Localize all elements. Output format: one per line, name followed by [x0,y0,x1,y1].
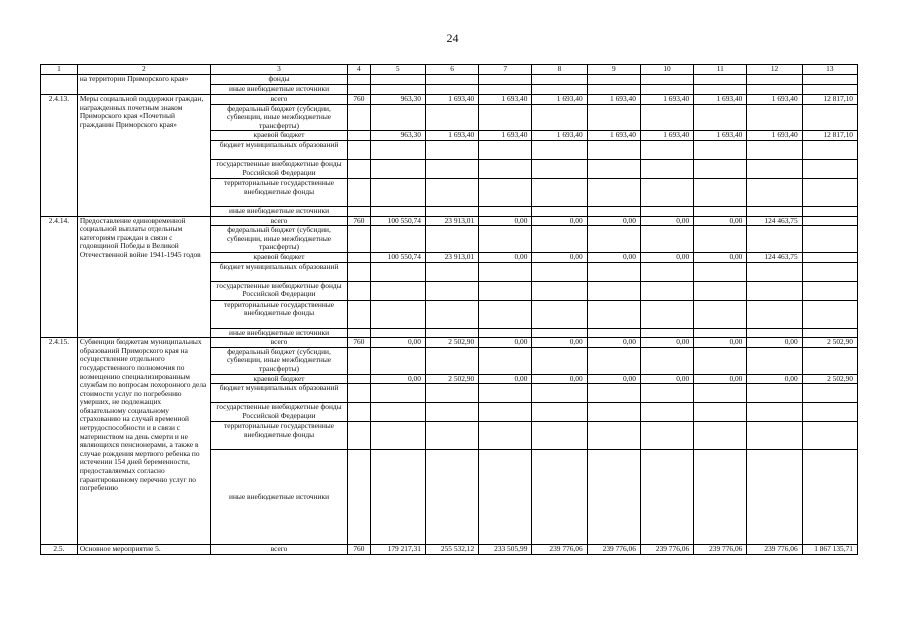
column-header: 3 [210,65,347,75]
value-cell [640,206,693,216]
value-cell [479,328,532,338]
value-cell [694,85,747,95]
value-cell: 239 776,06 [694,545,747,555]
value-cell: 0,00 [532,252,587,262]
value-cell [425,281,478,300]
table-row [41,545,858,555]
measure-name: Предоставление единовременной социальной выплаты отдельным категориям граждан в связи с годовщиной Победы в Великой Отечественной войне 1941-1945 годов [77,216,210,338]
funding-source: государственные внебюджетные фонды Российской Федерации [210,281,347,300]
value-cell [532,450,587,545]
value-cell [479,140,532,159]
value-cell [370,328,425,338]
value-cell [370,178,425,206]
value-cell [640,159,693,178]
value-cell [640,450,693,545]
value-cell [747,226,802,253]
funding-source: бюджет муниципальных образований [210,262,347,281]
value-cell [479,422,532,450]
grbs-cell [348,206,371,216]
grbs-cell [348,450,371,545]
column-header: 12 [747,65,802,75]
value-cell [802,226,857,253]
grbs-cell [348,403,371,422]
measure-name: Субвенции бюджетам муниципальных образований Приморского края на осуществление отдельного государственного полномочия по возмещению специализированным службам по вопросам похоронного дела стоимости услуг по погребению умерших, не подлежащих обязательному социальному страхованию на случай временной нетрудоспособности и в связи с материнством на день смерти и не являющихся пенсионерами, а также в случае рождения мертвого ребенка по истечении 154 дней беременности, предоставляемых согласно гарантированному перечню услуг по погребению [77,338,210,545]
grbs-cell [348,300,371,328]
value-cell [370,300,425,328]
grbs-cell [348,104,371,131]
value-cell [587,85,640,95]
value-cell [747,262,802,281]
value-cell: 12 817,10 [802,95,857,105]
grbs-cell [348,262,371,281]
column-header: 1 [41,65,78,75]
value-cell [747,422,802,450]
funding-source: федеральный бюджет (субсидии, субвенции, иные межбюджетные трансферты) [210,347,347,374]
grbs-cell [348,140,371,159]
value-cell: 1 693,40 [694,95,747,105]
value-cell: 1 693,40 [587,131,640,141]
value-cell: 0,00 [479,338,532,348]
item-code: 2.4.15. [41,338,78,545]
value-cell: 0,00 [747,338,802,348]
value-cell [587,347,640,374]
value-cell [587,75,640,85]
table-row [41,65,858,75]
funding-source: бюджет муниципальных образований [210,140,347,159]
grbs-cell [348,422,371,450]
grbs-cell [348,178,371,206]
value-cell [694,347,747,374]
value-cell [747,159,802,178]
value-cell [802,159,857,178]
value-cell [802,140,857,159]
value-cell [802,252,857,262]
value-cell: 239 776,06 [587,545,640,555]
value-cell [479,178,532,206]
value-cell [532,384,587,403]
table-row [41,338,858,348]
value-cell [370,226,425,253]
item-code: 2.4.14. [41,216,78,338]
value-cell [802,262,857,281]
value-cell [532,104,587,131]
value-cell: 23 913,01 [425,252,478,262]
value-cell: 0,00 [694,374,747,384]
value-cell [802,75,857,85]
column-header: 8 [532,65,587,75]
value-cell [370,347,425,374]
grbs-cell [348,374,371,384]
grbs-cell [348,159,371,178]
value-cell [532,159,587,178]
value-cell [802,104,857,131]
value-cell: 1 693,40 [532,131,587,141]
value-cell: 0,00 [532,374,587,384]
column-header: 6 [425,65,478,75]
value-cell [479,104,532,131]
funding-source: иные внебюджетные источники [210,450,347,545]
value-cell: 0,00 [640,338,693,348]
value-cell [370,422,425,450]
grbs-cell: 760 [348,545,371,555]
value-cell [694,450,747,545]
funding-source: иные внебюджетные источники [210,328,347,338]
funding-source: бюджет муниципальных образований [210,384,347,403]
value-cell: 0,00 [640,374,693,384]
value-cell [694,226,747,253]
value-cell [640,226,693,253]
value-cell [587,159,640,178]
value-cell [694,281,747,300]
value-cell: 1 693,40 [694,131,747,141]
value-cell [587,140,640,159]
value-cell [479,85,532,95]
value-cell [694,159,747,178]
value-cell [802,85,857,95]
grbs-cell [348,281,371,300]
value-cell [694,178,747,206]
value-cell [479,403,532,422]
value-cell: 0,00 [532,216,587,226]
value-cell [747,450,802,545]
value-cell [640,178,693,206]
grbs-cell [348,75,371,85]
value-cell: 239 776,06 [532,545,587,555]
funding-source: государственные внебюджетные фонды Российской Федерации [210,159,347,178]
value-cell [802,281,857,300]
value-cell [802,450,857,545]
grbs-cell: 760 [348,95,371,105]
value-cell [747,347,802,374]
value-cell [587,422,640,450]
value-cell: 124 463,75 [747,252,802,262]
value-cell [640,262,693,281]
value-cell [587,262,640,281]
value-cell: 12 817,10 [802,131,857,141]
grbs-cell [348,347,371,374]
value-cell [479,300,532,328]
value-cell: 100 550,74 [370,252,425,262]
code-cell [41,75,78,95]
measure-name: на территории Приморского края» [77,75,210,95]
value-cell [532,422,587,450]
value-cell: 1 693,40 [587,95,640,105]
value-cell [747,178,802,206]
column-header: 2 [77,65,210,75]
value-cell [747,384,802,403]
value-cell: 233 505,99 [479,545,532,555]
value-cell: 1 693,40 [425,131,478,141]
value-cell [425,300,478,328]
funding-source: краевой бюджет [210,131,347,141]
value-cell: 0,00 [370,374,425,384]
value-cell [479,159,532,178]
value-cell: 0,00 [587,374,640,384]
value-cell [370,281,425,300]
value-cell [425,262,478,281]
value-cell: 963,30 [370,95,425,105]
value-cell [479,384,532,403]
value-cell [747,403,802,422]
value-cell [640,75,693,85]
value-cell [370,75,425,85]
value-cell [802,178,857,206]
value-cell [370,104,425,131]
value-cell [640,104,693,131]
column-header: 7 [479,65,532,75]
value-cell [747,75,802,85]
value-cell [532,85,587,95]
table-row [41,95,858,105]
value-cell [640,403,693,422]
value-cell: 0,00 [694,252,747,262]
value-cell [694,384,747,403]
value-cell [747,104,802,131]
value-cell [532,281,587,300]
value-cell: 2 502,90 [802,374,857,384]
funding-source: всего [210,95,347,105]
value-cell [802,216,857,226]
value-cell [587,403,640,422]
value-cell [694,262,747,281]
value-cell [532,178,587,206]
value-cell: 1 693,40 [747,131,802,141]
column-header: 5 [370,65,425,75]
value-cell: 100 550,74 [370,216,425,226]
value-cell: 1 693,40 [479,131,532,141]
value-cell [532,328,587,338]
value-cell: 1 693,40 [747,95,802,105]
value-cell [425,384,478,403]
value-cell [747,206,802,216]
grbs-cell: 760 [348,338,371,348]
value-cell: 0,00 [694,216,747,226]
value-cell [747,281,802,300]
value-cell [370,206,425,216]
value-cell [370,140,425,159]
value-cell [532,206,587,216]
value-cell [532,403,587,422]
value-cell [587,281,640,300]
column-header: 13 [802,65,857,75]
grbs-cell [348,131,371,141]
value-cell [370,384,425,403]
item-code: 2.4.13. [41,95,78,217]
value-cell: 2 502,90 [802,338,857,348]
value-cell: 0,00 [640,252,693,262]
value-cell [532,75,587,85]
value-cell [640,140,693,159]
value-cell: 124 463,75 [747,216,802,226]
value-cell [747,140,802,159]
funding-source: всего [210,338,347,348]
funding-source: фонды [210,75,347,85]
value-cell [479,262,532,281]
value-cell [640,422,693,450]
value-cell [587,450,640,545]
value-cell [425,159,478,178]
value-cell [802,300,857,328]
value-cell [694,300,747,328]
value-cell [532,140,587,159]
value-cell [425,104,478,131]
value-cell [479,450,532,545]
value-cell: 1 867 135,71 [802,545,857,555]
table-row [41,216,858,226]
funding-source: всего [210,545,347,555]
value-cell [370,85,425,95]
grbs-cell: 760 [348,216,371,226]
value-cell: 0,00 [587,338,640,348]
value-cell: 2 502,90 [425,374,478,384]
value-cell: 179 217,31 [370,545,425,555]
column-header: 4 [348,65,371,75]
value-cell: 0,00 [370,338,425,348]
value-cell [694,328,747,338]
value-cell [587,206,640,216]
value-cell [640,300,693,328]
value-cell [640,281,693,300]
value-cell: 0,00 [532,338,587,348]
funding-source: иные внебюджетные источники [210,85,347,95]
value-cell [479,75,532,85]
value-cell [425,226,478,253]
value-cell [802,328,857,338]
funding-source: краевой бюджет [210,252,347,262]
value-cell [802,403,857,422]
budget-table [40,64,858,555]
value-cell: 1 693,40 [640,95,693,105]
value-cell [802,206,857,216]
grbs-cell [348,85,371,95]
value-cell: 963,30 [370,131,425,141]
value-cell [802,422,857,450]
value-cell [802,384,857,403]
funding-source: территориальные государственные внебюджетные фонды [210,422,347,450]
value-cell [587,178,640,206]
grbs-cell [348,384,371,403]
value-cell [587,226,640,253]
funding-source: территориальные государственные внебюджетные фонды [210,178,347,206]
value-cell: 239 776,06 [640,545,693,555]
item-code: 2.5. [41,545,78,555]
value-cell [694,140,747,159]
budget-table-wrapper [40,64,858,555]
value-cell [802,347,857,374]
grbs-cell [348,252,371,262]
value-cell [694,104,747,131]
value-cell [587,104,640,131]
page-number: 24 [446,31,459,45]
measure-name: Основное мероприятие 5. [77,545,210,555]
value-cell: 239 776,06 [747,545,802,555]
value-cell [587,300,640,328]
value-cell [640,347,693,374]
value-cell [370,262,425,281]
value-cell [370,403,425,422]
value-cell [640,328,693,338]
value-cell [479,281,532,300]
table-row [41,75,858,85]
funding-source: иные внебюджетные источники [210,206,347,216]
value-cell: 1 693,40 [479,95,532,105]
value-cell: 0,00 [694,338,747,348]
value-cell [425,347,478,374]
value-cell [425,206,478,216]
value-cell [694,422,747,450]
column-header: 9 [587,65,640,75]
value-cell [747,328,802,338]
value-cell [532,347,587,374]
value-cell [747,85,802,95]
value-cell [370,159,425,178]
value-cell [640,384,693,403]
value-cell [694,206,747,216]
value-cell [425,450,478,545]
value-cell [532,262,587,281]
value-cell [425,178,478,206]
grbs-cell [348,328,371,338]
value-cell [370,450,425,545]
value-cell: 0,00 [479,374,532,384]
value-cell [694,75,747,85]
value-cell [532,300,587,328]
funding-source: всего [210,216,347,226]
value-cell: 2 502,90 [425,338,478,348]
value-cell [479,206,532,216]
value-cell: 0,00 [640,216,693,226]
funding-source: государственные внебюджетные фонды Российской Федерации [210,403,347,422]
value-cell [587,384,640,403]
value-cell [425,140,478,159]
grbs-cell [348,226,371,253]
value-cell: 1 693,40 [640,131,693,141]
value-cell [425,422,478,450]
funding-source: федеральный бюджет (субсидии, субвенции, иные межбюджетные трансферты) [210,226,347,253]
value-cell: 0,00 [479,216,532,226]
value-cell [587,328,640,338]
funding-source: краевой бюджет [210,374,347,384]
value-cell: 0,00 [747,374,802,384]
value-cell: 0,00 [587,216,640,226]
value-cell [640,85,693,95]
value-cell: 1 693,40 [425,95,478,105]
value-cell [425,328,478,338]
value-cell [747,300,802,328]
value-cell [479,226,532,253]
column-header: 11 [694,65,747,75]
value-cell [694,403,747,422]
column-header: 10 [640,65,693,75]
value-cell [532,226,587,253]
value-cell: 0,00 [479,252,532,262]
value-cell [425,75,478,85]
funding-source: территориальные государственные внебюджетные фонды [210,300,347,328]
value-cell [479,347,532,374]
value-cell: 0,00 [587,252,640,262]
value-cell: 255 532,12 [425,545,478,555]
value-cell [425,403,478,422]
funding-source: федеральный бюджет (субсидии, субвенции, иные межбюджетные трансферты) [210,104,347,131]
value-cell: 1 693,40 [532,95,587,105]
value-cell [425,85,478,95]
measure-name: Меры социальной поддержки граждан, награжденных почетным знаком Приморского края «Почетный гражданин Приморского края» [77,95,210,217]
value-cell: 23 913,01 [425,216,478,226]
